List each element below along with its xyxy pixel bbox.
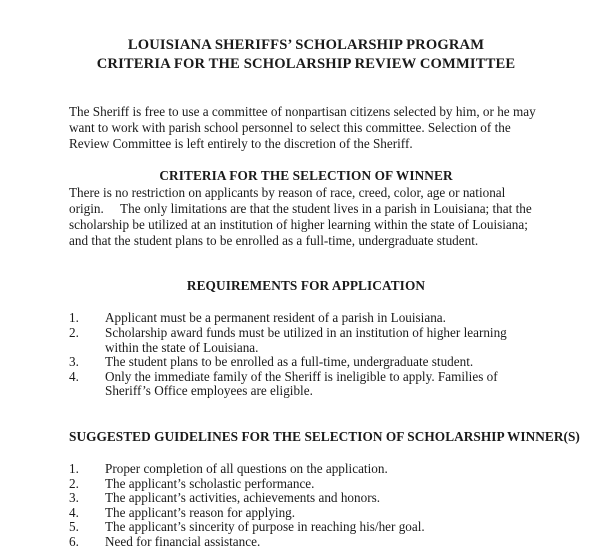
list-item-text: Applicant must be a permanent resident of a parish in Louisiana.	[105, 310, 446, 326]
title-line-1: LOUISIANA SHERIFFS’ SCHOLARSHIP PROGRAM	[127, 37, 485, 53]
list-item	[69, 311, 543, 326]
list-item	[69, 326, 543, 355]
list-item-text: Proper completion of all questions on the application.	[105, 460, 388, 476]
document-content	[69, 0, 580, 550]
list-item	[69, 355, 543, 370]
list-item-number: 2.	[69, 475, 79, 491]
list-item-text: The applicant’s scholastic performance.	[105, 475, 315, 491]
list-item	[69, 506, 543, 521]
list-item	[69, 370, 543, 399]
list-item	[69, 462, 543, 477]
guidelines-list	[69, 462, 543, 550]
title-line-2: CRITERIA FOR THE SCHOLARSHIP REVIEW COMMITTEE	[96, 55, 516, 72]
list-item-number: 6.	[69, 533, 79, 549]
list-item-number: 4.	[69, 504, 79, 520]
list-item-text: The applicant’s activities, achievements and honors.	[105, 490, 381, 506]
list-item	[69, 520, 543, 535]
list-item	[69, 491, 543, 506]
list-item-text: Only the immediate family of the Sheriff is ineligible to apply. Families of Sheriff’s Office employees are eligible.	[105, 368, 498, 399]
list-item-number: 1.	[69, 310, 79, 326]
section-heading-criteria: CRITERIA FOR THE SELECTION OF WINNER	[159, 167, 453, 183]
section-heading-requirements: REQUIREMENTS FOR APPLICATION	[186, 278, 426, 294]
list-item-text: Scholarship award funds must be utilized in an institution of higher learning within the state of Louisiana.	[105, 325, 507, 355]
list-item-number: 4.	[69, 368, 79, 384]
section-heading-guidelines: SUGGESTED GUIDELINES FOR THE SELECTION OF SCHOLARSHIP WINNER(S)	[69, 428, 580, 444]
criteria-paragraph: There is no restriction on applicants by reason of race, creed, color, age or national origin. The only limitations are that the student lives in a parish in Louisiana; that the scholarship be utilized at an institution of higher learning within the state of Louisiana; and that the student plans to be enrolled as a full-time, undergraduate student.	[69, 184, 532, 249]
requirements-list	[69, 311, 543, 399]
list-item-number: 3.	[69, 354, 79, 370]
list-item-text: Need for financial assistance.	[105, 533, 261, 549]
intro-paragraph: The Sheriff is free to use a committee of nonpartisan citizens selected by him, or he may want to work with parish school personnel to select this committee. Selection of the Review Committee is left entirely to the discretion of the Sheriff.	[69, 104, 536, 152]
list-item-text: The applicant’s sincerity of purpose in reaching his/her goal.	[105, 519, 425, 535]
list-item	[69, 477, 543, 492]
list-item-number: 1.	[69, 460, 79, 476]
list-item-number: 5.	[69, 519, 79, 535]
list-item-number: 2.	[69, 325, 79, 341]
list-item	[69, 535, 543, 550]
document-title	[69, 36, 543, 73]
list-item-text: The applicant’s reason for applying.	[105, 504, 296, 520]
list-item-text: The student plans to be enrolled as a full-time, undergraduate student.	[105, 354, 474, 370]
list-item-number: 3.	[69, 490, 79, 506]
